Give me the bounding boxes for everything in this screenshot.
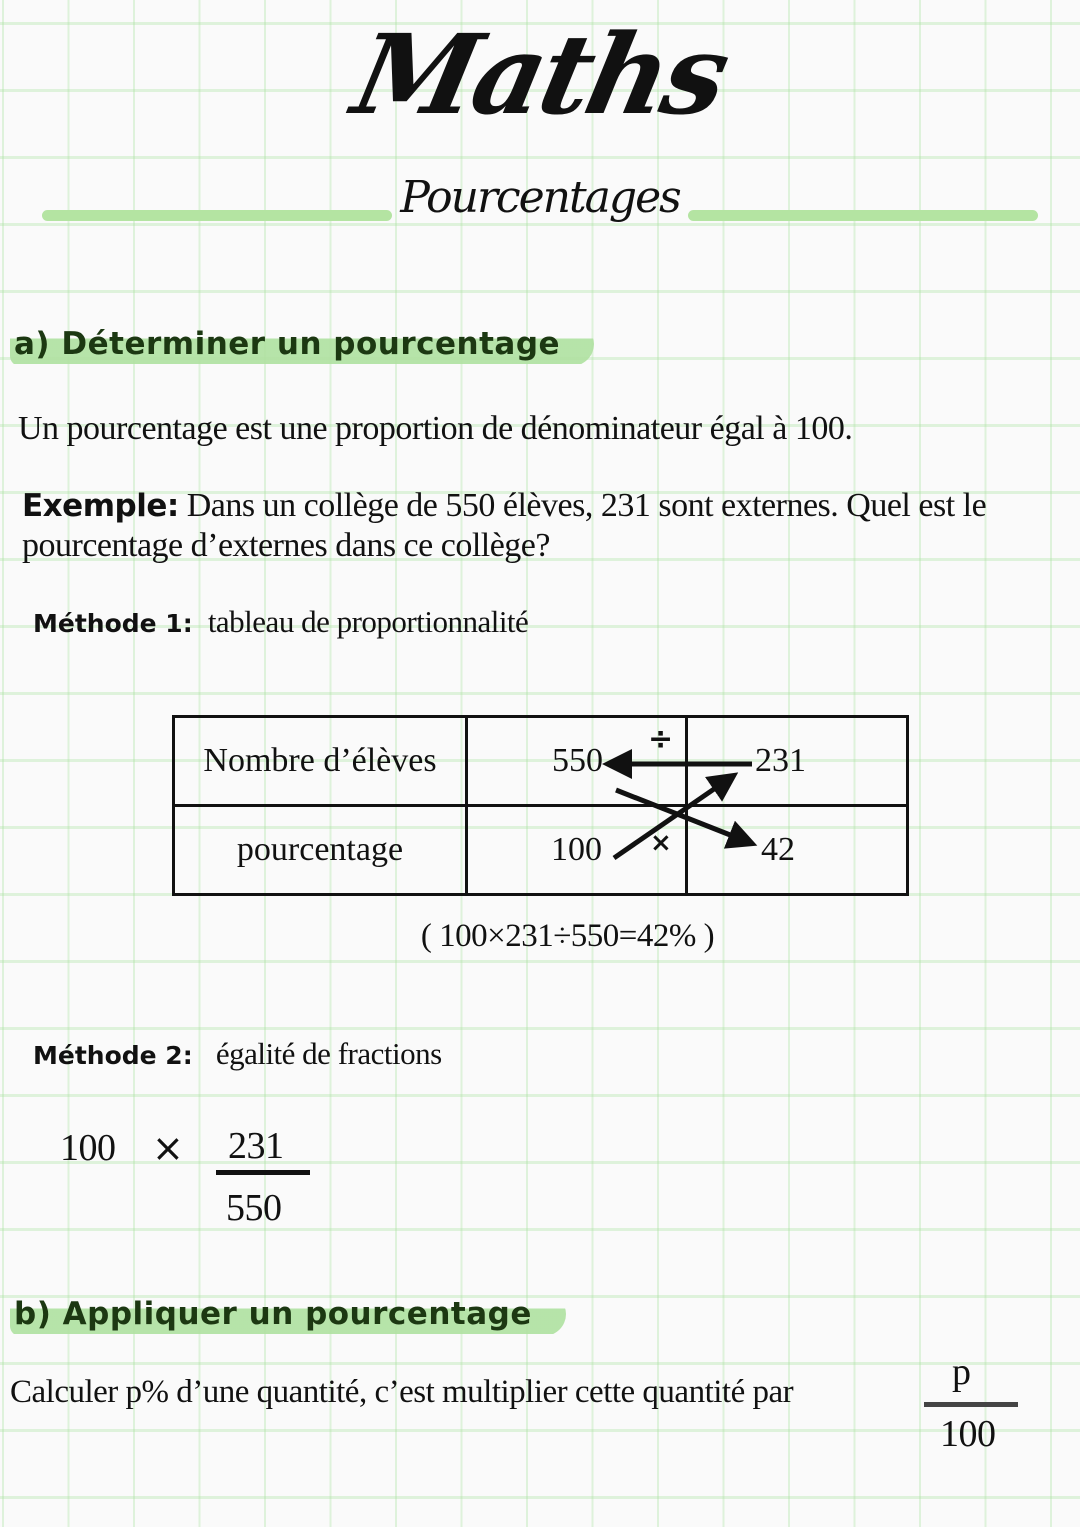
row-header: pourcentage (174, 806, 467, 895)
definition-text: Un pourcentage est une proportion de dénominateur égal à 100. (18, 410, 853, 447)
section-b-text: Calculer p% d’une quantité, c’est multiplier cette quantité par (10, 1374, 794, 1410)
calculation-text: ( 100×231÷550=42% ) (420, 918, 715, 954)
method2-denominator: 550 (226, 1187, 282, 1229)
divide-icon: ÷ (648, 722, 674, 757)
table-cell: 100 (467, 806, 687, 895)
fraction-bar (216, 1170, 310, 1175)
section-b-heading: b) Appliquer un pourcentage (10, 1294, 566, 1336)
section-b-denominator: 100 (940, 1413, 996, 1455)
table-cell: 231 (687, 717, 908, 806)
fraction-bar (924, 1402, 1018, 1407)
section-b-numerator: p (952, 1351, 971, 1393)
page-title: Maths (343, 10, 737, 139)
page-subtitle: Pourcentages (400, 172, 680, 223)
multiply-icon: × (650, 828, 672, 858)
method2-label: Méthode 2: (33, 1041, 193, 1070)
times-icon: × (152, 1126, 184, 1170)
row-header: Nombre d’élèves (174, 717, 467, 806)
example-text-line1: Dans un collège de 550 élèves, 231 sont externes. Quel est le (186, 487, 987, 524)
table-cell: 550 (467, 717, 687, 806)
example-text-line2: pourcentage d’externes dans ce collège? (22, 527, 550, 564)
method2-factor: 100 (60, 1127, 116, 1169)
table-cell: 42 (687, 806, 908, 895)
method2-text: égalité de fractions (215, 1036, 442, 1071)
method1-text: tableau de proportionnalité (207, 604, 529, 639)
method2-line (33, 1036, 442, 1072)
section-a-heading: a) Déterminer un pourcentage (10, 324, 594, 366)
example-label: Exemple: (22, 488, 179, 524)
method2-numerator: 231 (228, 1125, 284, 1167)
method1-label: Méthode 1: (33, 609, 193, 638)
